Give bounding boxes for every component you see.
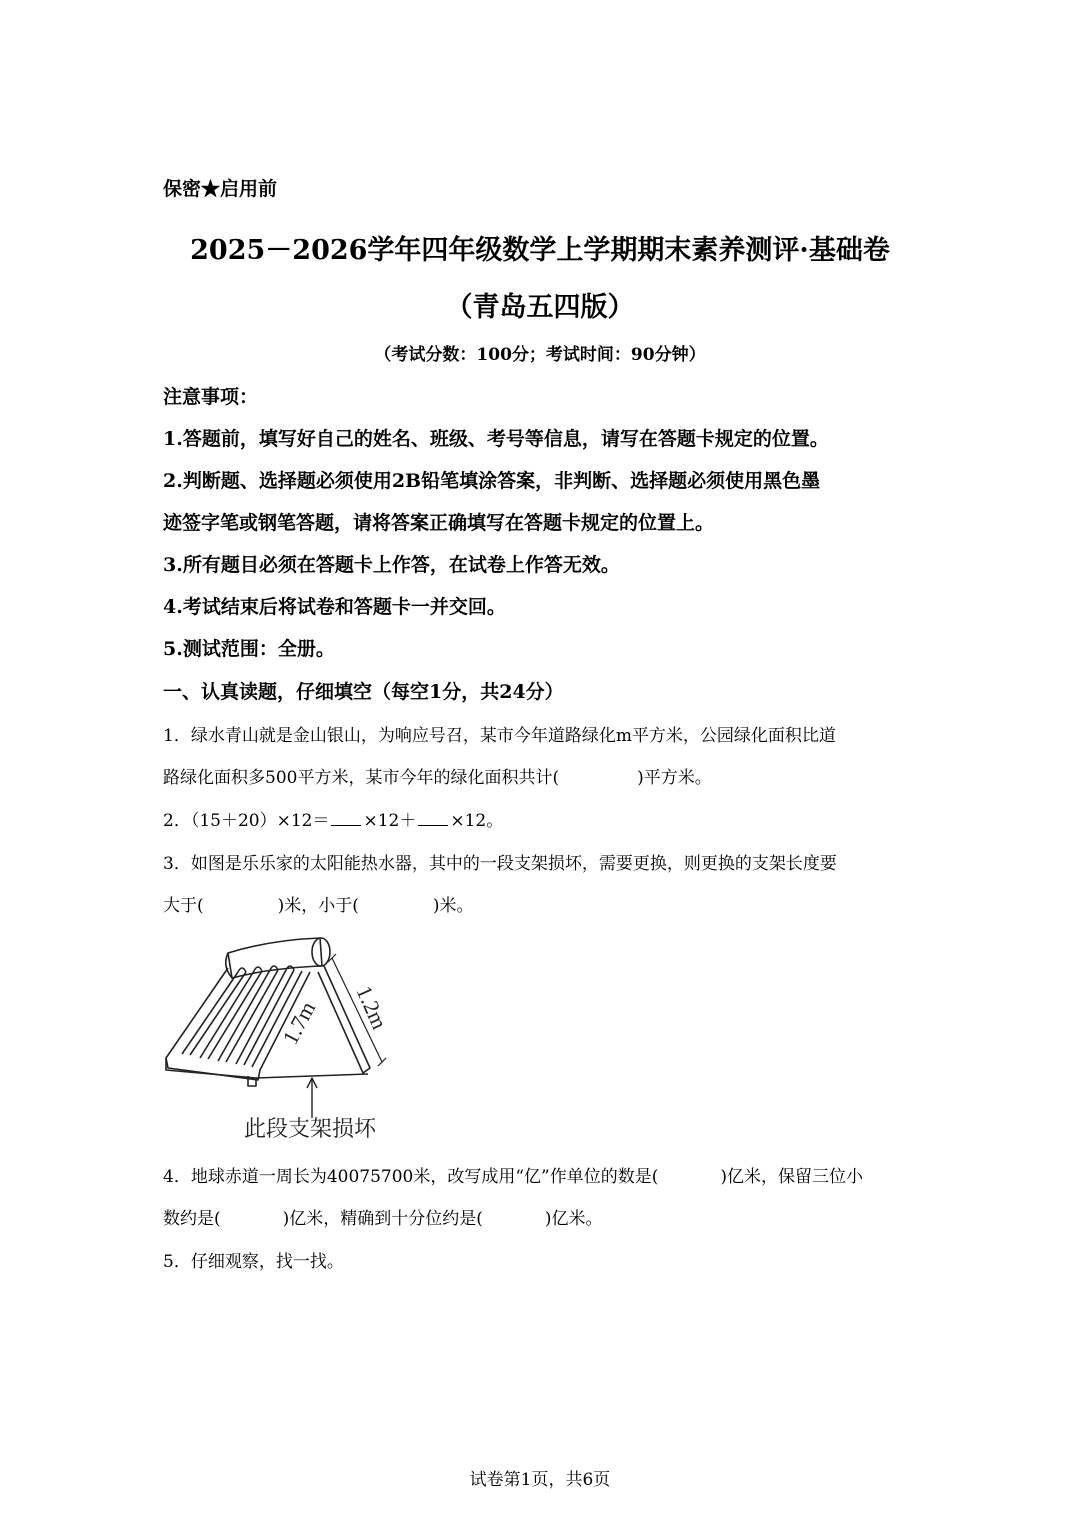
question-2 [163, 806, 503, 831]
question-1-line1: 1．绿水青山就是金山银山，为响应号召，某市今年道路绿化m平方米，公园绿化面积比道 [163, 726, 836, 746]
question-3-line2 [163, 891, 474, 916]
note-item: 4.考试结束后将试卷和答题卡一并交回。 [163, 596, 506, 618]
q3-text-b: )米，小于( [277, 896, 359, 916]
confidential-label: 保密★启用前 [163, 178, 278, 200]
question-5: 5．仔细观察，找一找。 [163, 1252, 344, 1272]
q4-text-a: 4．地球赤道一周长为40075700米，改写成用“亿”作单位的数是( [163, 1167, 659, 1187]
note-item: 3.所有题目必须在答题卡上作答，在试卷上作答无效。 [163, 554, 620, 576]
q4-text-c: 数约是( [163, 1209, 221, 1229]
exam-info: （考试分数：100分；考试时间：90分钟） [374, 345, 706, 365]
q4-text-b: )亿米，保留三位小 [720, 1167, 863, 1187]
note-item: 5.测试范围：全册。 [163, 638, 335, 660]
tank-body [228, 938, 322, 978]
page-footer: 试卷第1页，共6页 [469, 1470, 611, 1490]
solar-water-heater-figure [160, 928, 400, 1143]
q3-text-a: 大于( [163, 896, 204, 916]
question-3-line1: 3．如图是乐乐家的太阳能热水器，其中的一段支架损坏，需要更换，则更换的支架长度要 [163, 854, 837, 874]
q2-answer-blank-2[interactable] [418, 811, 448, 826]
q2-answer-blank-1[interactable] [331, 811, 361, 826]
q1-text-b: )平方米。 [637, 768, 712, 788]
q3-text-c: )米。 [432, 896, 474, 916]
exam-edition: （青岛五四版） [445, 292, 635, 323]
exam-title: 2025－2026学年四年级数学上学期期末素养测评·基础卷 [190, 235, 890, 266]
question-1-line2 [163, 763, 712, 788]
notes-heading: 注意事项： [163, 386, 259, 408]
question-4-line2 [163, 1204, 603, 1229]
q1-text-a: 路绿化面积多500平方米，某市今年的绿化面积共计( [163, 768, 560, 788]
q2-text-c: ×12。 [450, 811, 504, 831]
note-item: 1.答题前，填写好自己的姓名、班级、考号等信息，请写在答题卡规定的位置。 [163, 428, 829, 450]
q4-text-d: )亿米，精确到十分位约是( [282, 1209, 483, 1229]
figure-caption: 此段支架损坏 [244, 1117, 377, 1142]
q2-text-a: 2．（15＋20）×12＝ [163, 811, 330, 831]
note-item: 2.判断题、选择题必须使用2B铅笔填涂答案，非判断、选择题必须使用黑色墨 [163, 470, 821, 492]
label-1-2m: 1.2m [351, 981, 393, 1033]
note-item: 迹签字笔或钢笔答题，请将答案正确填写在答题卡规定的位置上。 [163, 512, 715, 534]
q2-text-b: ×12＋ [363, 811, 417, 831]
question-4-line1 [163, 1162, 863, 1187]
section-heading: 一、认真读题，仔细填空（每空1分，共24分） [163, 681, 564, 703]
label-1-7m: 1.7m [277, 997, 321, 1049]
q4-text-e: )亿米。 [544, 1209, 603, 1229]
